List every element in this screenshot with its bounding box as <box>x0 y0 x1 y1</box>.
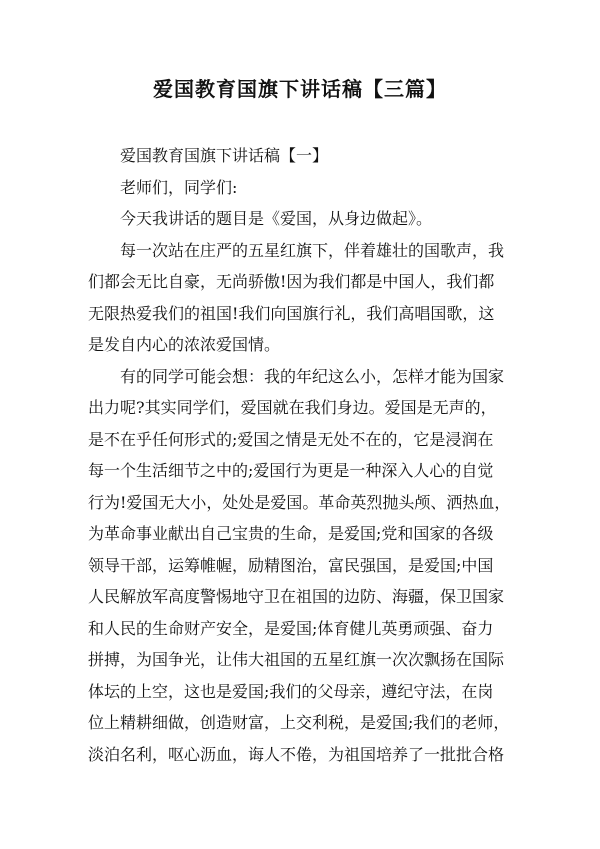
paragraph-line: 拼搏，为国争光，让伟大祖国的五星红旗一次次飘扬在国际 <box>88 650 505 669</box>
document-title: 爱国教育国旗下讲话稿【三篇】 <box>153 77 447 101</box>
topic-line: 今天我讲话的题目是《爱国，从身边做起》。 <box>120 209 433 228</box>
paragraph-line: 是不在乎任何形式的;爱国之情是无处不在的，它是浸润在 <box>88 429 494 449</box>
paragraph-line: 体坛的上空，这也是爱国;我们的父母亲，遵纪守法，在岗 <box>88 681 494 701</box>
paragraph-line: 有的同学可能会想：我的年纪这么小，怎样才能为国家 <box>120 366 505 386</box>
paragraph-line: 无限热爱我们的祖国!我们向国旗行礼，我们高唱国歌，这 <box>88 303 495 323</box>
document-body <box>88 140 518 770</box>
paragraph-line: 位上精耕细做，创造财富，上交利税，是爱国;我们的老师， <box>88 713 510 732</box>
paragraph-line: 人民解放军高度警惕地守卫在祖国的边防、海疆，保卫国家 <box>88 587 505 606</box>
paragraph-line: 出力呢?其实同学们，爱国就在我们身边。爱国是无声的， <box>88 398 497 417</box>
paragraph-line: 为革命事业献出自己宝贵的生命，是爱国;党和国家的各级 <box>88 524 494 543</box>
greeting-line: 老师们，同学们: <box>120 177 238 197</box>
paragraph-line: 领导干部，运筹帷幄，励精图治，富民强国，是爱国;中国 <box>88 555 494 575</box>
section-heading: 爱国教育国旗下讲话稿【一】 <box>120 146 329 165</box>
paragraph-line: 每一次站在庄严的五星红旗下，伴着雄壮的国歌声，我 <box>120 240 505 260</box>
paragraph-line: 们都会无比自豪，无尚骄傲!因为我们都是中国人，我们都 <box>88 272 495 291</box>
paragraph-line: 是发自内心的浓浓爱国情。 <box>88 335 281 354</box>
paragraph-line: 每一个生活细节之中的;爱国行为更是一种深入人心的自觉 <box>88 461 494 480</box>
paragraph-line: 淡泊名利，呕心沥血，诲人不倦，为祖国培养了一批批合格 <box>88 744 505 764</box>
paragraph-line: 行为!爱国无大小，处处是爱国。革命英烈抛头颅、洒热血， <box>88 492 511 512</box>
paragraph-line: 和人民的生命财产安全，是爱国;体育健儿英勇顽强、奋力 <box>88 618 494 638</box>
